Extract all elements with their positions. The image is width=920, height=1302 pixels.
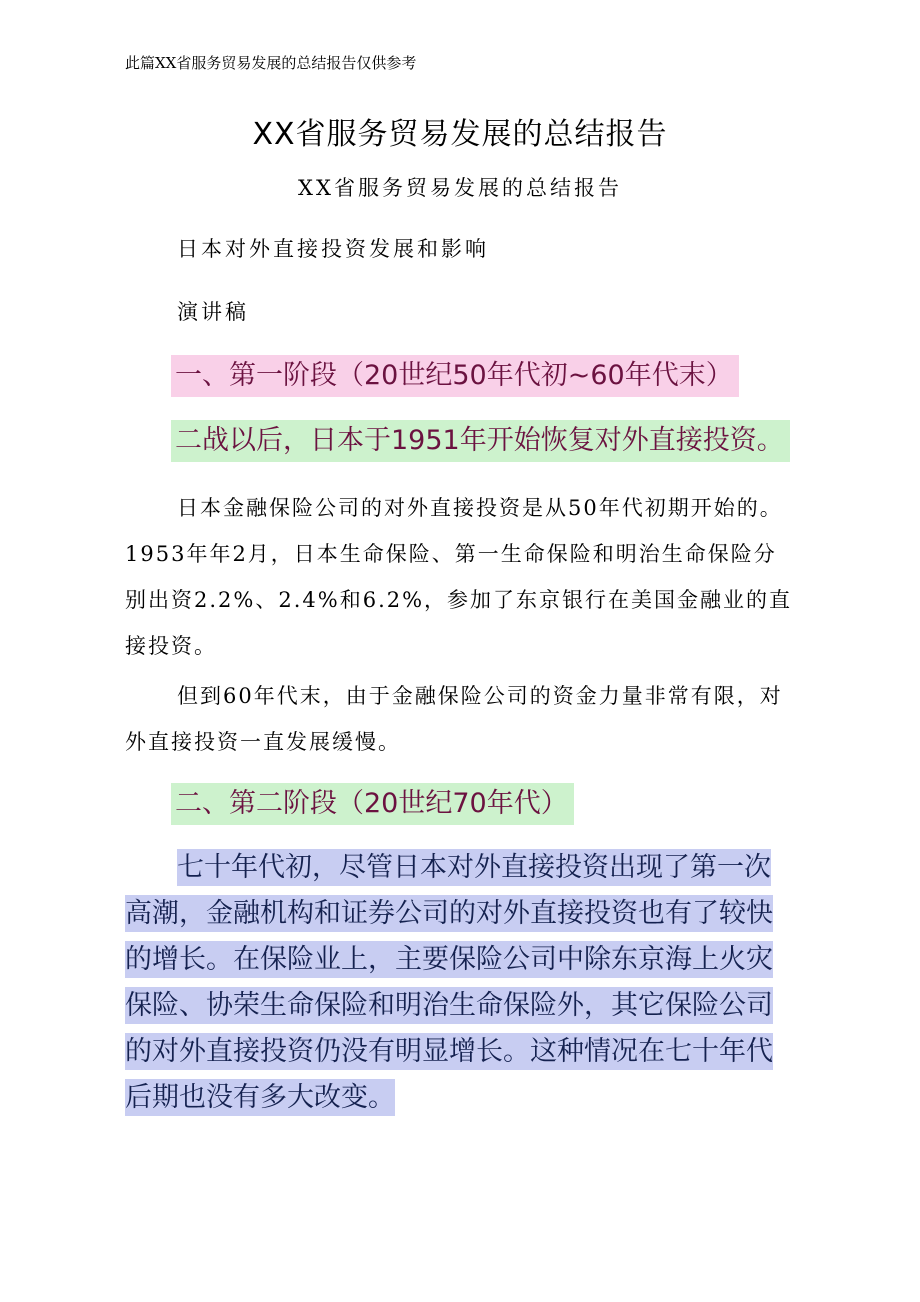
paragraph-3: [125, 845, 797, 1121]
document-title: XX省服务贸易发展的总结报告: [252, 117, 668, 152]
section1-heading: 一、第一阶段（20世纪50年代初~60年代末）: [171, 355, 739, 397]
header-note: 此篇XX省服务贸易发展的总结报告仅供参考: [125, 54, 417, 72]
document-subtitle: XX省服务贸易发展的总结报告: [298, 176, 622, 200]
section1-subheading: 二战以后，日本于1951年开始恢复对外直接投资。: [171, 420, 790, 462]
paragraph-2: 但到60年代末，由于金融保险公司的资金力量非常有限，对外直接投资一直发展缓慢。: [125, 684, 783, 754]
paragraph-1: 日本金融保险公司的对外直接投资是从50年代初期开始的。1953年年2月，日本生命保险、第一生命保险和明治生命保险分别出资2.2%、2.4%和6.2%，参加了东京银行在美国金融业的直接投资。: [125, 496, 793, 658]
speech-label: 演讲稿: [177, 300, 249, 324]
topic-line: 日本对外直接投资发展和影响: [177, 237, 489, 261]
section2-heading: 二、第二阶段（20世纪70年代）: [171, 783, 574, 825]
paragraph-3-highlight: 七十年代初，尽管日本对外直接投资出现了第一次高潮，金融机构和证券公司的对外直接投资也有了较快的增长。在保险业上，主要保险公司中除东京海上火灾保险、协荣生命保险和明治生命保险外，其它保险公司的对外直接投资仍没有明显增长。这种情况在七十年代后期也没有多大改变。: [125, 849, 773, 1116]
